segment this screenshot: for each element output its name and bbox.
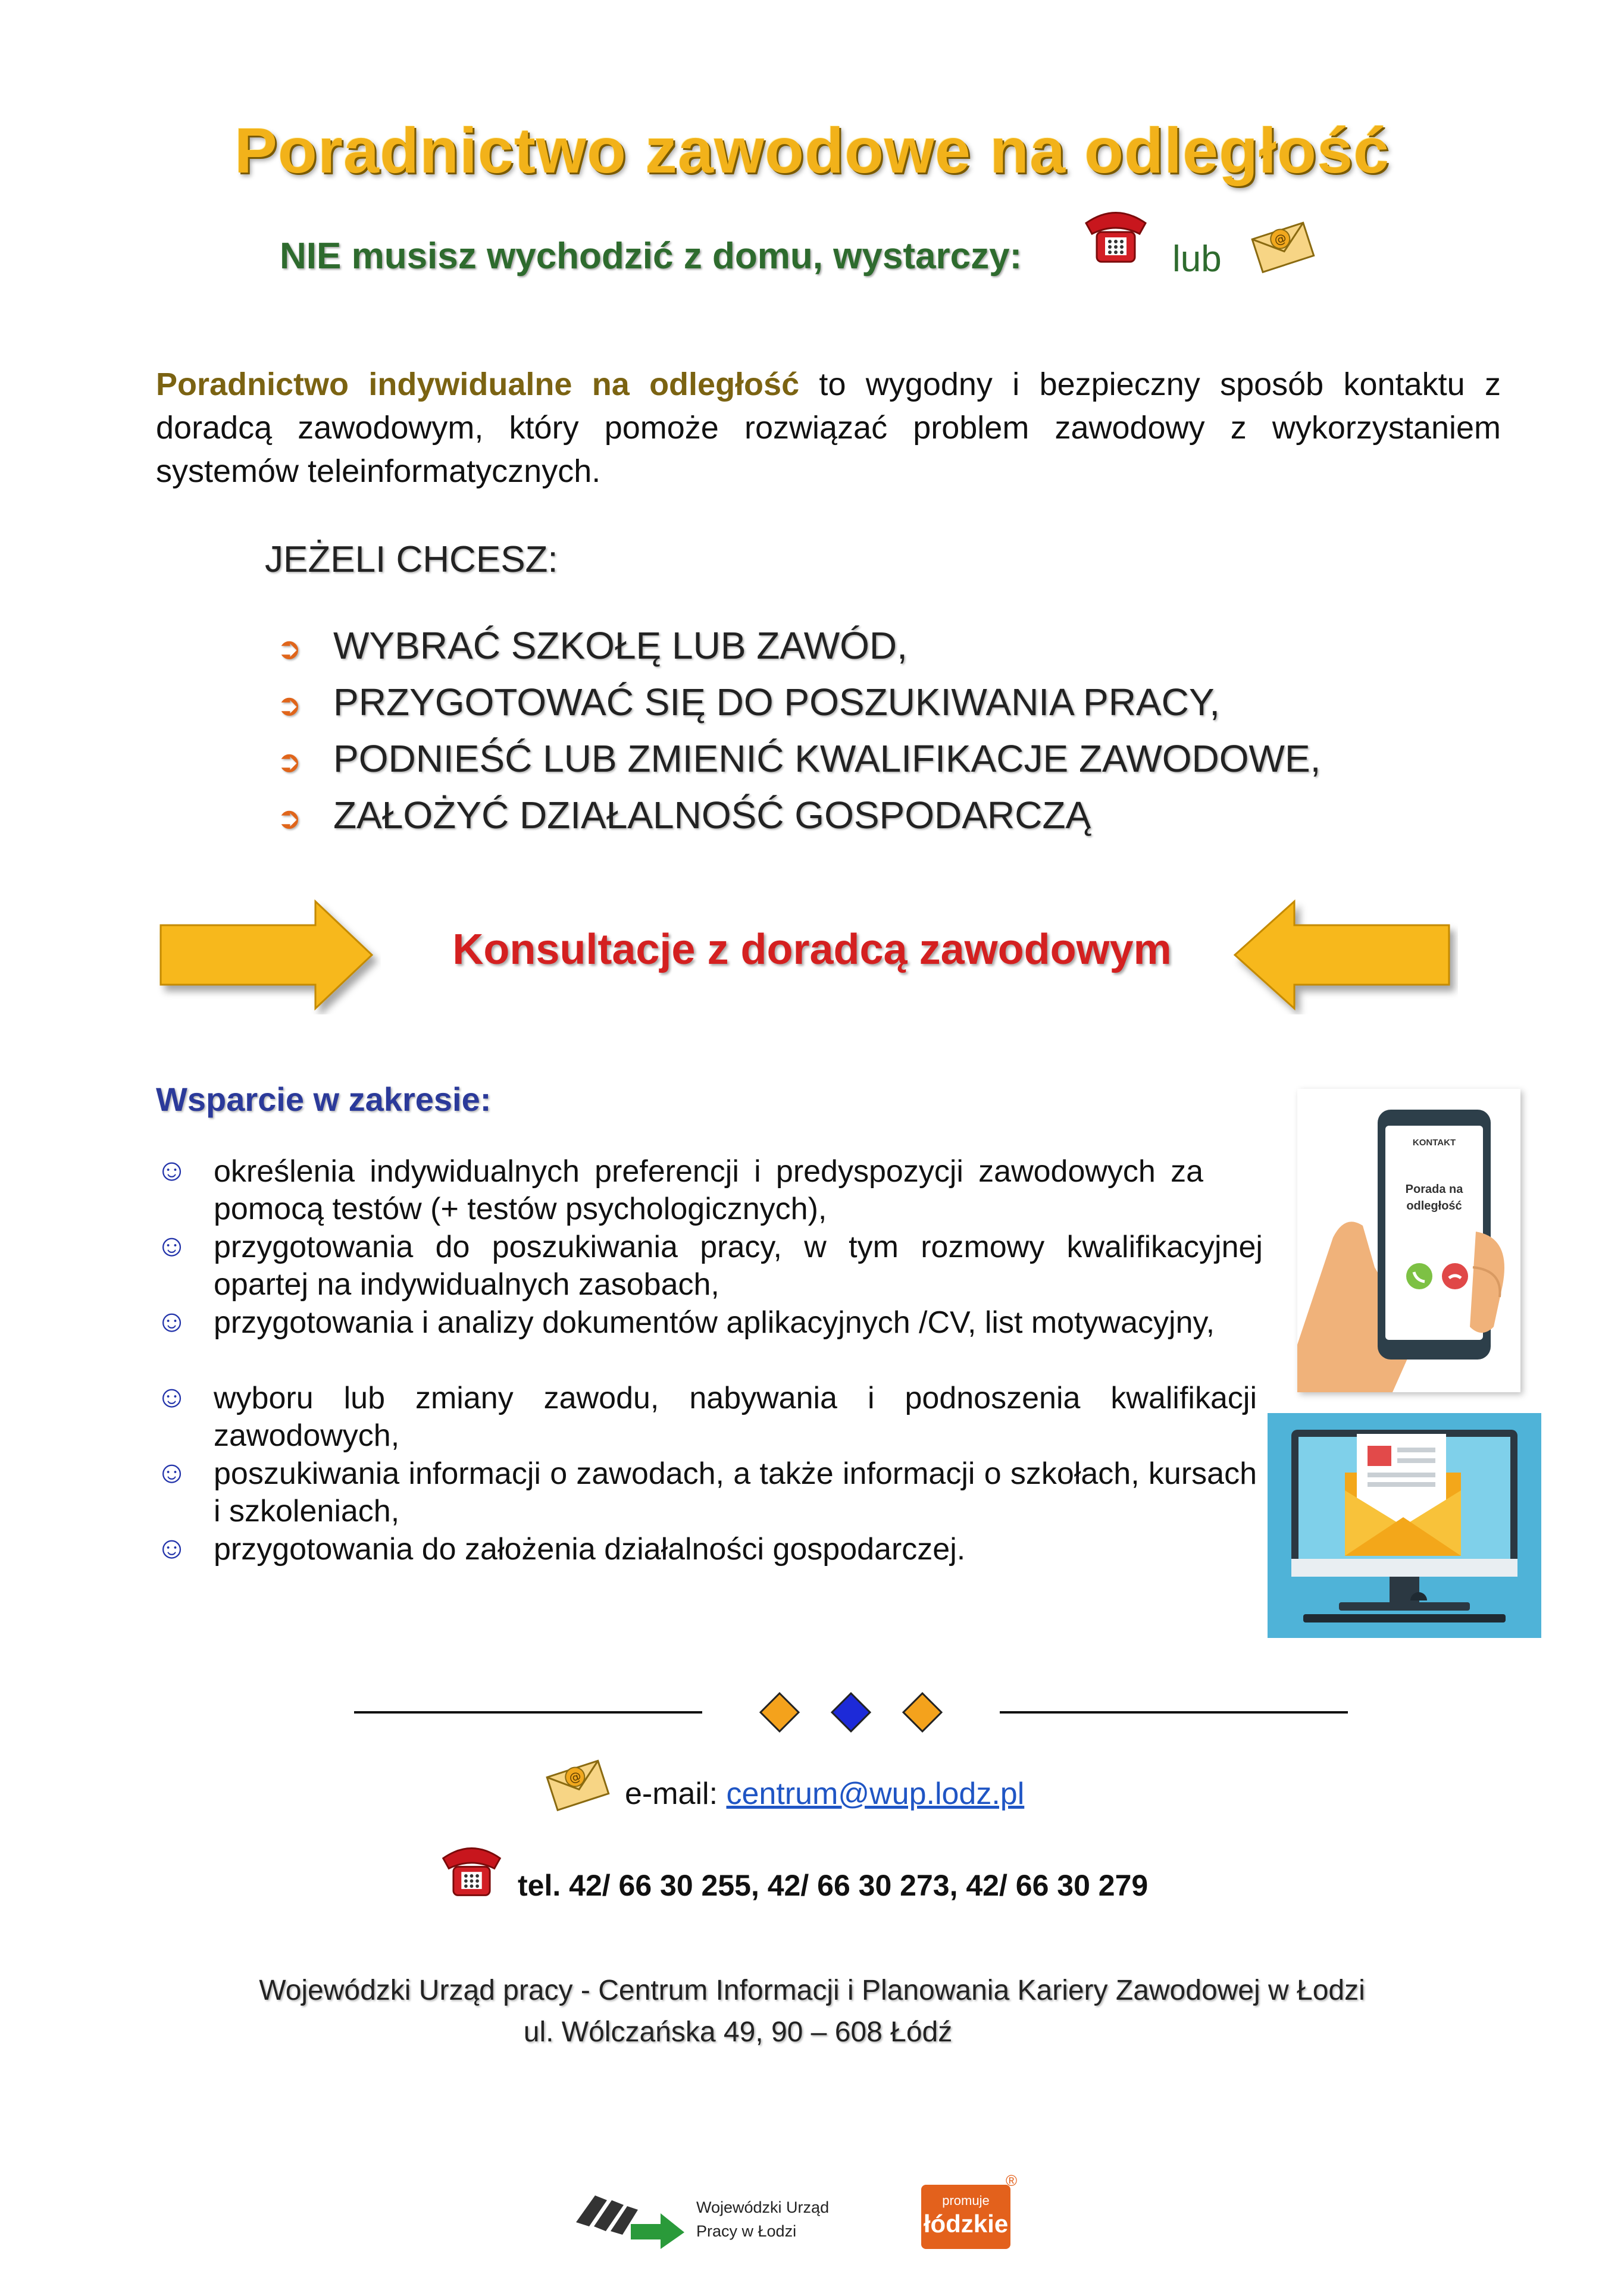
- telephone-icon: [437, 1835, 506, 1901]
- intro-highlight: Poradnictwo indywidualne na odległość: [156, 367, 800, 402]
- phone-numbers: tel. 42/ 66 30 255, 42/ 66 30 273, 42/ 66 30 279: [518, 1869, 1149, 1902]
- if-heading: JEŻELI CHCESZ:: [265, 539, 558, 580]
- or-word: lub: [1172, 239, 1222, 280]
- arrow-circle-bullet-icon: ➲: [277, 745, 302, 779]
- choice-item: ➲ WYBRAĆ SZKOŁĘ LUB ZAWÓD,: [277, 624, 908, 667]
- smiley-icon: ☺: [156, 1304, 188, 1339]
- wup-logo-icon: [571, 2189, 690, 2249]
- divider-right: [1000, 1711, 1348, 1714]
- support-item: ☺ przygotowania do poszukiwania pracy, w tym rozmowy kwalifikacyjnej opartej na indywidualnych zasobach,: [156, 1229, 1263, 1302]
- choice-item: ➲ PRZYGOTOWAĆ SIĘ DO POSZUKIWANIA PRACY,: [277, 681, 1221, 723]
- smiley-icon: ☺: [156, 1229, 188, 1263]
- left-arrow-icon: [1226, 895, 1458, 1014]
- smiley-icon: ☺: [156, 1153, 188, 1188]
- svg-text:@: @: [1272, 230, 1288, 248]
- support-item: ☺ określenia indywidualnych preferencji i predyspozycji zawodowych za pomocą testów (+ testów psychologicznych),: [156, 1153, 1203, 1226]
- divider-left: [354, 1711, 702, 1714]
- footer-address: ul. Wólczańska 49, 90 – 608 Łódź: [523, 2016, 953, 2048]
- promuje-lodzkie-logo: promuje łódzkie: [921, 2185, 1010, 2249]
- subtitle: NIE musisz wychodzić z domu, wystarczy:: [280, 236, 1022, 277]
- smiley-icon: ☺: [156, 1531, 188, 1565]
- arrow-circle-bullet-icon: ➲: [277, 632, 302, 666]
- phone-illustration: [1297, 1089, 1520, 1392]
- phone-screen-header: KONTAKT: [1412, 1138, 1456, 1148]
- support-item: ☺ przygotowania do założenia działalności gospodarczej.: [156, 1531, 966, 1567]
- envelope-icon: [1250, 217, 1315, 274]
- arrow-circle-bullet-icon: ➲: [277, 688, 302, 722]
- choice-item: ➲ PODNIEŚĆ LUB ZMIENIĆ KWALIFIKACJE ZAWODOWE,: [277, 737, 1321, 780]
- diamond-divider-icon: [756, 1689, 946, 1736]
- page-title: Poradnictwo zawodowe na odległość: [234, 114, 1390, 186]
- support-heading: Wsparcie w zakresie:: [156, 1080, 492, 1118]
- registered-mark: ®: [1006, 2172, 1018, 2189]
- phone-screen-text: Porada na odległość: [1405, 1183, 1463, 1213]
- svg-text:@: @: [567, 1768, 583, 1786]
- support-item: ☺ przygotowania i analizy dokumentów aplikacyjnych /CV, list motywacyjny,: [156, 1304, 1215, 1340]
- telephone-icon: [1080, 199, 1151, 268]
- monitor-envelope-illustration: [1268, 1413, 1541, 1638]
- email-line: [625, 1776, 1024, 1812]
- intro-paragraph: [156, 363, 1501, 493]
- choice-item: ➲ ZAŁOŻYĆ DZIAŁALNOŚĆ GOSPODARCZĄ: [277, 794, 1091, 837]
- footer-institution: Wojewódzki Urząd pracy - Centrum Informacji i Planowania Kariery Zawodowej w Łodzi: [259, 1975, 1365, 2006]
- consult-banner: Konsultacje z doradcą zawodowym: [452, 926, 1172, 973]
- smiley-icon: ☺: [156, 1455, 188, 1490]
- envelope-icon: [545, 1755, 610, 1812]
- email-label: e-mail:: [625, 1777, 727, 1811]
- intro-text: to wygodny i bezpieczny sposób kontaktu z doradcą zawodowym, który pomoże rozwiązać problem zawodowy z wykorzystaniem systemów teleinformatycznych.: [156, 367, 1501, 489]
- support-item: ☺ poszukiwania informacji o zawodach, a także informacji o szkołach, kursach i szkoleniach,: [156, 1455, 1257, 1528]
- email-link[interactable]: centrum@wup.lodz.pl: [726, 1777, 1025, 1811]
- wup-logo-text: Wojewódzki Urząd Pracy w Łodzi: [696, 2198, 830, 2240]
- smiley-icon: ☺: [156, 1380, 188, 1414]
- support-item: ☺ wyboru lub zmiany zawodu, nabywania i podnoszenia kwalifikacji zawodowych,: [156, 1380, 1257, 1453]
- arrow-circle-bullet-icon: ➲: [277, 801, 302, 835]
